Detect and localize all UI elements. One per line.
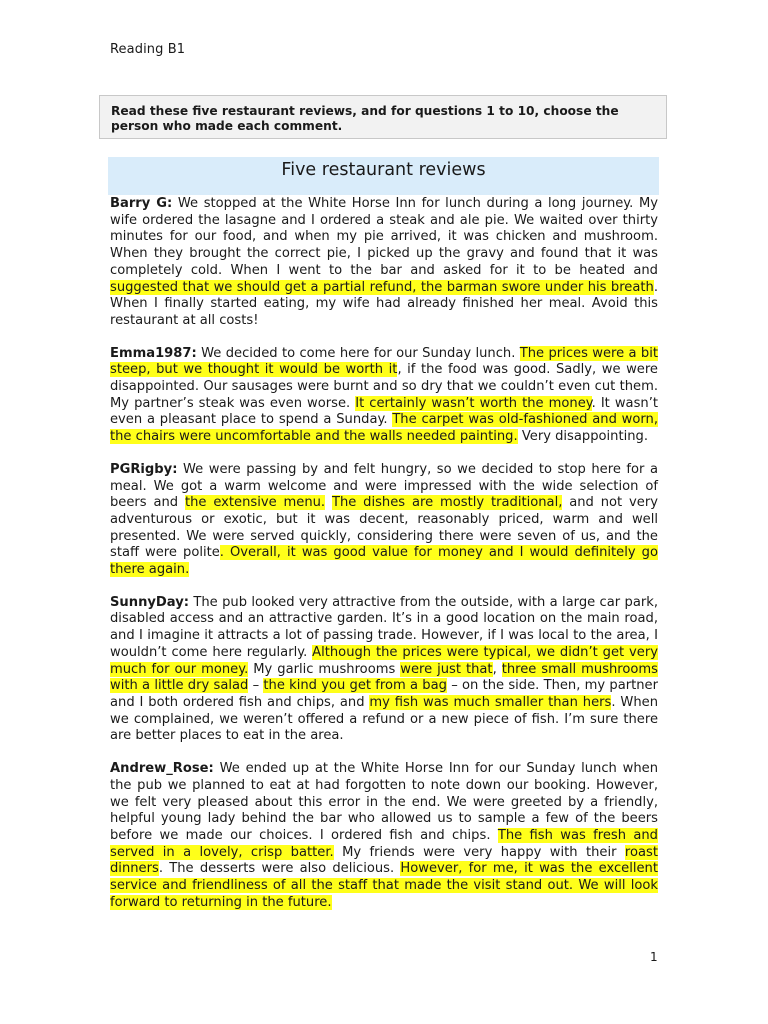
highlighted-text: However, for me, it was the excellent service and friendliness of all the staff that made the visit stand out. We will look forward to returning in the future. — [110, 861, 658, 910]
review-text: Very disappointing. — [517, 429, 649, 445]
review-text: We stopped at the White Horse Inn for lunch during a long journey. My wife ordered the lasagne and I ordered a steak and ale pie. We waited over thirty minutes for our food, and when my pie arrived, it was chicken and mushroom. When they brought the correct pie, I picked up the gravy and found that it was completely cold. When I went to the bar and asked for it to be heated and — [110, 196, 658, 278]
review-text: – — [248, 678, 264, 694]
reviewer-name: Andrew_Rose: — [110, 761, 214, 777]
reviewer-name: Barry G: — [110, 196, 173, 211]
review-text: . When we complained, we weren’t offered a refund or a new piece of fish. I’m sure there are better places to eat in the area. — [110, 694, 658, 744]
highlighted-text: my fish was much smaller than hers — [369, 694, 612, 710]
review-text: . When I finally started eating, my wife had already finished her meal. Avoid this restaurant at all costs! — [110, 279, 658, 328]
review-text: – on the side. Then, my partner and I both ordered fish and chips, and — [110, 678, 658, 710]
review-text: We were passing by and felt hungry, so we decided to stop here for a meal. We got a warm welcome and were impressed with the wide selection of beers and — [110, 461, 658, 511]
highlighted-text: Although the prices were typical, we didn’t get very much for our money. — [110, 644, 658, 677]
highlighted-text: The prices were a bit steep, but we thought it would be worth it — [110, 345, 659, 378]
reviewer-name: Emma1987: — [110, 345, 197, 361]
highlighted-text: roast dinners — [110, 844, 658, 877]
document-title: Five restaurant reviews — [108, 157, 659, 195]
highlighted-text: It certainly wasn’t worth the money — [355, 395, 592, 411]
review-text: , — [492, 661, 502, 677]
review-text: . It wasn’t even a pleasant place to spend a Sunday. — [110, 395, 658, 428]
highlighted-text: three small mushrooms with a little dry salad — [110, 661, 659, 694]
review-text: My garlic mushrooms — [248, 661, 401, 677]
reviews-container — [110, 196, 658, 927]
highlighted-text: The fish was fresh and served in a lovely, crisp batter. — [110, 827, 658, 860]
reviewer-name: PGRigby: — [110, 461, 178, 477]
review-text: . The desserts were also delicious. — [158, 861, 401, 877]
highlighted-text: The dishes are mostly traditional, — [331, 495, 563, 511]
review-text — [325, 495, 332, 510]
review-sunnyday — [110, 595, 658, 745]
review-text: The pub looked very attractive from the outside, with a large car park, disabled access and an attractive garden. It’s in a good location on the main road, and I imagine it attracts a lot of passing trade. However, if I was local to the area, I wouldn’t come here regularly. — [110, 594, 658, 660]
review-text: , if the food was good. Sadly, we were disappointed. Our sausages were burnt and so dry that we couldn’t even cut them. My partner’s steak was even worse. — [110, 362, 658, 411]
review-andrew — [110, 761, 658, 911]
review-text: We ended up at the White Horse Inn for our Sunday lunch when the pub we planned to eat at had forgotten to note down our booking. However, we felt very pleased about this error in the end. We were greeted by a friendly, helpful young lady behind the bar who allowed us to sample a few of the beers before we made our choices. I ordered fish and chips. — [110, 761, 658, 843]
review-barry — [110, 196, 658, 330]
review-text: We decided to come here for our Sunday lunch. — [196, 345, 520, 361]
highlighted-text: suggested that we should get a partial refund, the barman swore under his breath — [110, 279, 654, 295]
highlighted-text: were just that — [400, 661, 493, 677]
page-header: Reading B1 — [110, 42, 186, 57]
instructions-box: Read these five restaurant reviews, and for questions 1 to 10, choose the person who made each comment. — [99, 95, 667, 139]
highlighted-text: . Overall, it was good value for money and I would definitely go there again. — [110, 545, 658, 578]
page-number: 1 — [650, 950, 658, 964]
highlighted-text: the extensive menu. — [184, 495, 326, 511]
reviewer-name: SunnyDay: — [110, 594, 190, 610]
review-pgrigby — [110, 462, 658, 579]
review-text: and not very adventurous or exotic, but it was decent, reasonably priced, warm and well presented. We were served quickly, considering there were seven of us, and the staff were polite — [110, 495, 658, 561]
highlighted-text: The carpet was old-fashioned and worn, the chairs were uncomfortable and the walls needed painting. — [110, 412, 659, 445]
review-emma — [110, 346, 658, 446]
highlighted-text: the kind you get from a bag — [263, 678, 447, 694]
review-text: My friends were very happy with their — [333, 844, 625, 860]
